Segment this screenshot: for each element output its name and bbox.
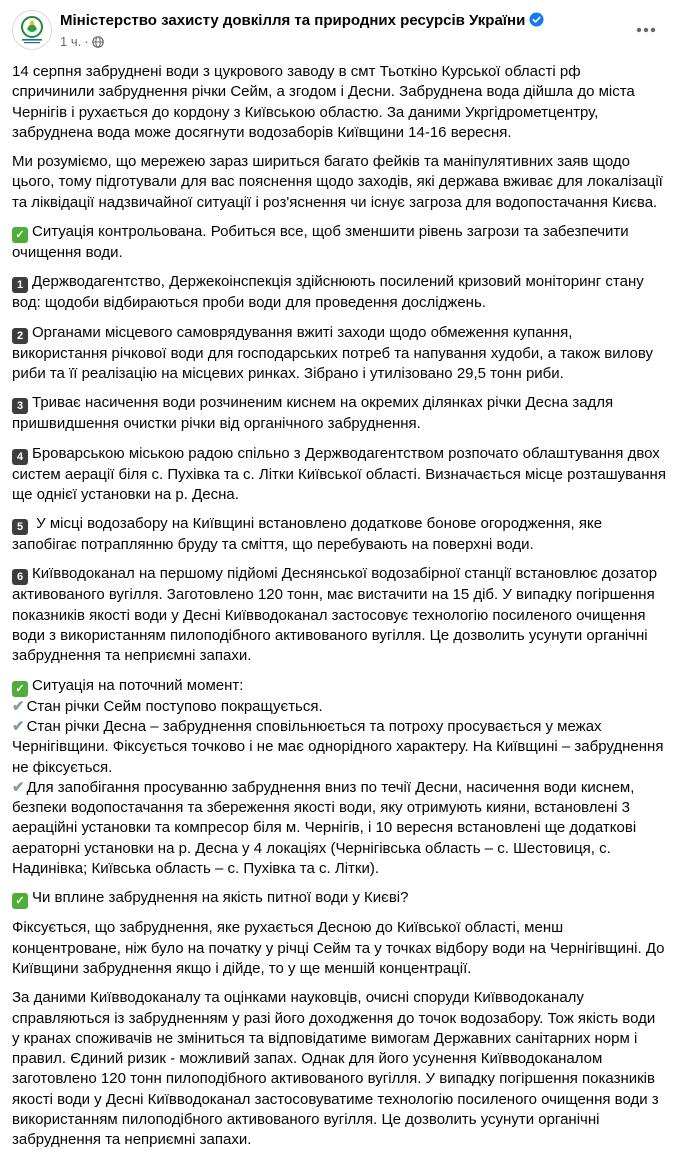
paragraph-current-situation: [12, 676, 666, 880]
three-dots-icon: [636, 27, 656, 33]
check-mark-icon: ✔: [12, 778, 25, 796]
globe-icon[interactable]: [92, 36, 104, 51]
keycap-3-icon: 3: [12, 398, 28, 414]
post-text: [12, 62, 666, 1160]
page-name-text[interactable]: Міністерство захисту довкілля та природних ресурсів України: [60, 12, 526, 29]
list-item-1: [12, 272, 666, 313]
meta-separator: ·: [84, 34, 89, 49]
paragraph-intro: 14 серпня забруднені води з цукрового заводу в смт Тьоткіно Курської області рф спричинили забруднення річки Сейм, а згодом і Десни. Забруднена вода дійшла до міста Чернігів і рухається до кордону з Київською областю. За даними Укргідрометцентру, забруднена вода може досягнути водозаборів Київщини 14-16 вересня.: [12, 63, 635, 141]
check-mark-icon: ✔: [12, 697, 25, 715]
paragraph-question: [12, 888, 666, 909]
paragraph-controlled: [12, 222, 666, 263]
list-item-6-text: Київводоканал на першому підйомі Деснянської водозабірної станції встановлює дозатор активованого вугілля. Заготовлено 120 тонн, має вистачити на 15 діб. У випадку погіршення показників якості води у Десні Київводоканал застосовує технологію посиленого очищення води з використанням пилоподібного активованого вугілля. Це дозволить усунути органічні забруднення та неприємні запахи.: [12, 565, 658, 665]
paragraph-concentration: Фіксується, що забруднення, яке рухається Десною до Київської області, менш концентроване, ніж було на початку у річці Сейм та у точках відбору води на Чернігівщині. До Київщини забруднення якщо і дійде, то у ще меншій концентрації.: [12, 919, 665, 977]
post-meta: [60, 34, 104, 51]
white-check-mark-icon: ✓: [12, 227, 28, 243]
list-item-5-text: У місці водозабору на Київщині встановлено додаткове бонове огородження, яке запобігає потраплянню бруду та сміття, що перебувають на поверхні води.: [12, 515, 603, 554]
keycap-2-icon: 2: [12, 328, 28, 344]
list-item-2-text: Органами місцевого самоврядування вжиті заходи щодо обмеження купання, використання річкової води для господарських потреб та напування худоби, а також вилову риби та її реалізацію на місцевих ринках. Зібрано і утилізовано 29,5 тонн риби.: [12, 323, 654, 382]
page-name[interactable]: [60, 12, 544, 31]
keycap-6-icon: 6: [12, 569, 28, 585]
paragraph-controlled-text: Ситуація контрольована. Робиться все, щоб зменшити рівень загрози та забезпечити очищення води.: [12, 223, 629, 262]
post-time[interactable]: 1 ч.: [60, 34, 82, 49]
list-item-1-text: Держводагентство, Держекоінспекція здійснюють посилений кризовий моніторинг стану вод: щодоби відбираються проби води для проведення досліджень.: [12, 273, 644, 312]
list-item-2: [12, 323, 666, 385]
current-situation-desna: Стан річки Десна – забруднення сповільнюється та потроху просувається у межах Чернігівщини. Фіксується точково і не має однорідного характеру. На Київщині – забруднення не фіксується.: [12, 717, 664, 776]
page-avatar[interactable]: [12, 10, 52, 50]
paragraph-vodokanal: За даними Київводоканалу та оцінками науковців, очисні споруди Київводоканалу справляються із забрудненням у разі його доходження до точок водозабору. Тож якість води у кранах споживачів не зміниться та відповідатиме вимогам Державних санітарних норм і правил. Єдиний ризик - можливий запах. Однак для його усунення Київводоканалом заготовлено 120 тонн пилоподібного активованого вугілля. У випадку погіршення показників якості води у Десні Київводоканал застосовуватиме технологію посиленого очищення води з використанням пилоподібного активованого вугілля. Це дозволить усунути органічні забруднення та неприємні запахи.: [12, 989, 659, 1149]
paragraph-explanation: Ми розуміємо, що мережею зараз шириться багато фейків та маніпулятивних заяв щодо цього, тому підготували для вас пояснення щодо заходів, які держава вживає для локалізації та ліквідації надзвичайної ситуації і роз'яснення чи існує загроза для водопостачання Києва.: [12, 153, 663, 211]
current-situation-title: Ситуація на поточний момент:: [32, 676, 244, 694]
list-item-3-text: Триває насичення води розчиненим киснем на окремих ділянках річки Десна задля пришвидшення очистки річки від органічного забруднення.: [12, 394, 614, 433]
ministry-logo-icon: [13, 11, 51, 49]
paragraph-question-text: Чи вплине забруднення на якість питної води у Києві?: [32, 889, 409, 907]
check-mark-icon: ✔: [12, 717, 25, 735]
more-options-button[interactable]: [632, 16, 660, 44]
list-item-5: [12, 514, 666, 555]
white-check-mark-icon: ✓: [12, 681, 28, 697]
white-check-mark-icon: ✓: [12, 893, 28, 909]
list-item-3: [12, 393, 666, 434]
keycap-5-icon: 5: [12, 519, 28, 535]
list-item-4: [12, 444, 666, 506]
list-item-6: [12, 564, 666, 666]
keycap-4-icon: 4: [12, 449, 28, 465]
current-situation-aeration: Для запобігання просуванню забруднення вниз по течії Десни, насичення води киснем, безпеки водопостачання та збереження якості води, яку отримують кияни, встановлені 3 аераційні установки та компресор біля м. Чернігів, і 10 вересня встановлені ще додаткові аераторні установки на р. Десна у 4 локаціях (Чернігівська область – с. Шестовиця, с. Надинівка; Київська область – с. Пухівка та с. Літки).: [12, 778, 637, 878]
post-header: [12, 10, 664, 54]
verified-badge-icon: [529, 12, 544, 31]
list-item-4-text: Броварською міською радою спільно з Держводагентством розпочато облаштування двох систем аерації біля с. Пухівка та с. Літки Київської області. Визначається місце розташування ще однієї установки на р. Десна.: [12, 444, 666, 503]
current-situation-seim: Стан річки Сейм поступово покращується.: [26, 697, 323, 715]
keycap-1-icon: 1: [12, 277, 28, 293]
